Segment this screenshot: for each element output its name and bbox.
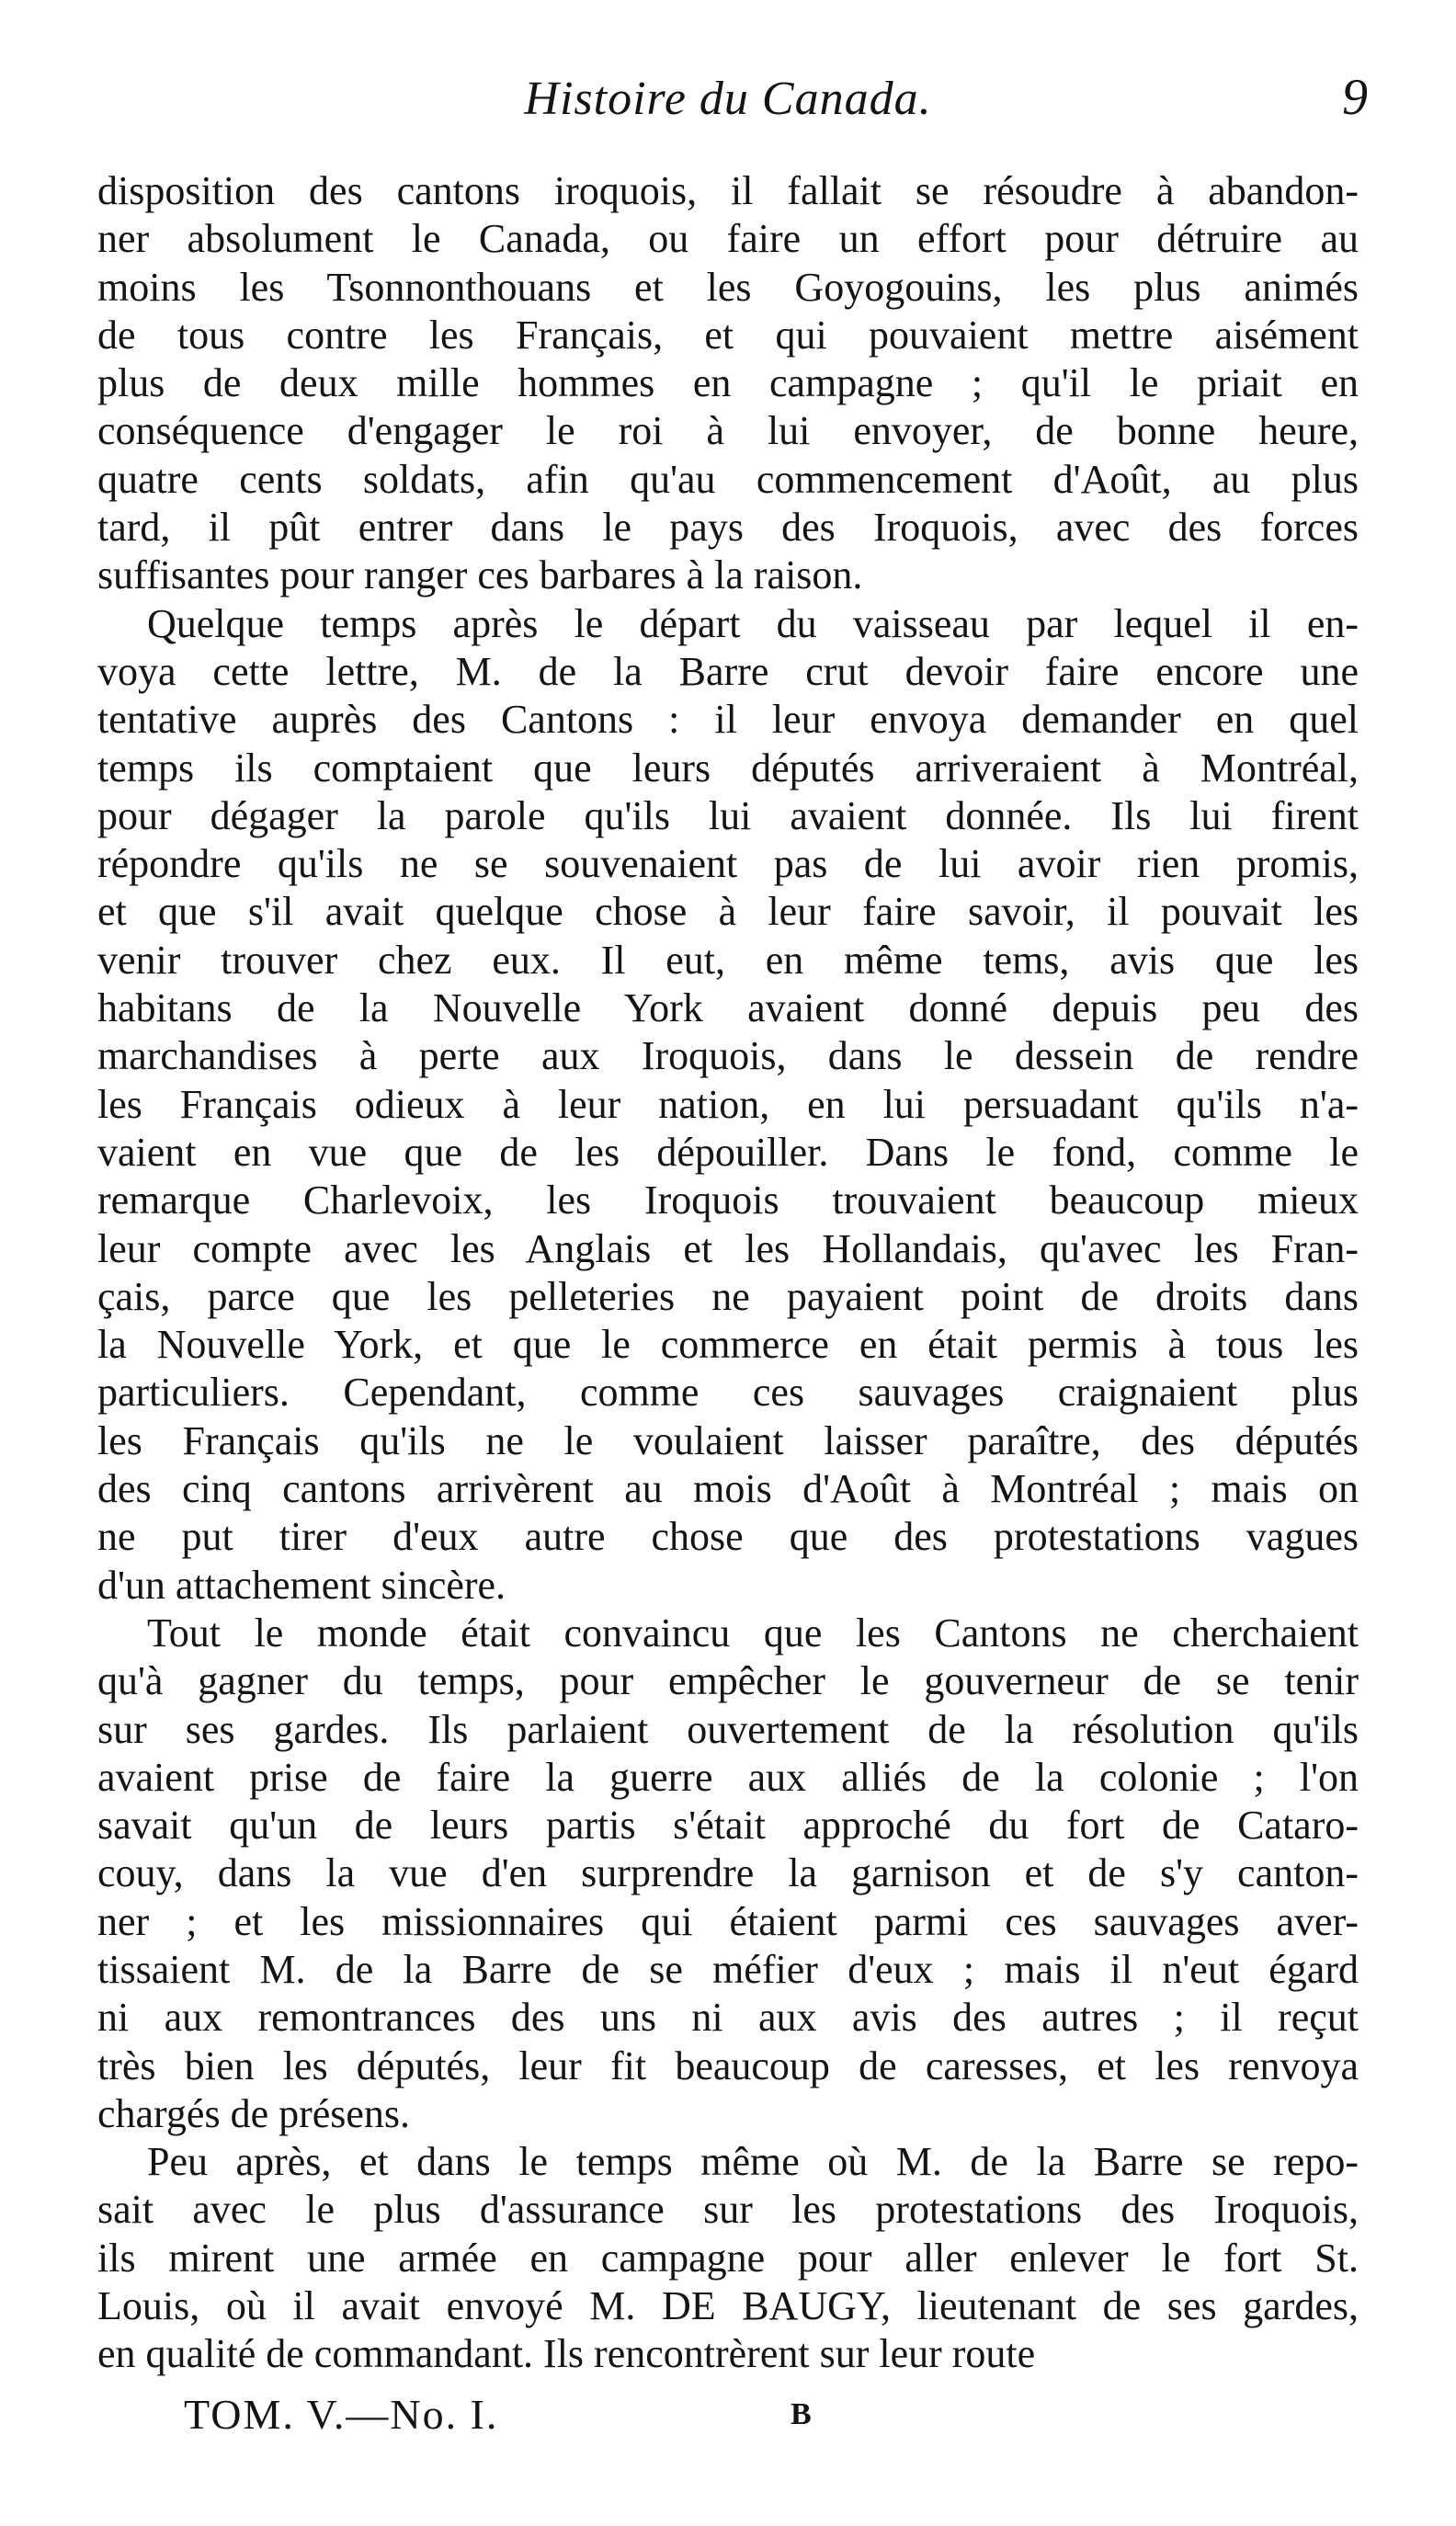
text-line: disposition des cantons iroquois, il fallait se résoudre à abandon- <box>97 168 1359 213</box>
text-line: marchandises à perte aux Iroquois, dans le dessein de rendre <box>97 1033 1359 1079</box>
signature-mark: B <box>791 2397 813 2431</box>
text-line: couy, dans la vue d'en surprendre la garnison et de s'y canton- <box>97 1850 1359 1896</box>
text-line: tentative auprès des Cantons : il leur envoya demander en quel <box>97 697 1359 743</box>
text-line: répondre qu'ils ne se souvenaient pas de lui avoir rien promis, <box>97 841 1359 887</box>
text-line: des cinq cantons arrivèrent au mois d'Août à Montréal ; mais on <box>97 1466 1359 1512</box>
paragraph <box>97 167 1359 600</box>
text-line: les Français qu'ils ne le voulaient laisser paraître, des députés <box>97 1417 1359 1463</box>
text-line: tard, il pût entrer dans le pays des Iroquois, avec des forces <box>97 505 1359 551</box>
text-line: ils mirent une armée en campagne pour aller enlever le fort St. <box>97 2235 1359 2281</box>
text-line: pour dégager la parole qu'ils lui avaient donnée. Ils lui firent <box>97 792 1359 838</box>
text-line: temps ils comptaient que leurs députés arriveraient à Montréal, <box>97 745 1359 791</box>
text-line: sur ses gardes. Ils parlaient ouvertement de la résolution qu'ils <box>97 1706 1359 1752</box>
volume-line: TOM. V.—No. I. <box>184 2391 499 2438</box>
text-line: les Français odieux à leur nation, en lui persuadant qu'ils n'a- <box>97 1081 1359 1127</box>
page-number: 9 <box>1342 69 1368 126</box>
text-line: Quelque temps après le départ du vaisseau par lequel il en- <box>147 600 1359 646</box>
text-line: savait qu'un de leurs partis s'était approché du fort de Cataro- <box>97 1803 1359 1849</box>
text-line: Peu après, et dans le temps même où M. de la Barre se repo- <box>147 2139 1359 2185</box>
body-text <box>97 167 1359 2379</box>
page-footer <box>184 2390 919 2445</box>
text-line: suffisantes pour ranger ces barbares à la raison. <box>97 552 863 598</box>
text-line: tissaient M. de la Barre de se méfier d'eux ; mais il n'eut égard <box>97 1946 1359 1992</box>
text-line: très bien les députés, leur fit beaucoup de caresses, et les renvoya <box>97 2042 1359 2088</box>
text-line: d'un attachement sincère. <box>97 1562 506 1608</box>
text-line: voya cette lettre, M. de la Barre crut devoir faire encore une <box>97 648 1359 694</box>
text-line: ner ; et les missionnaires qui étaient parmi ces sauvages aver- <box>97 1898 1359 1944</box>
text-line: sait avec le plus d'assurance sur les protestations des Iroquois, <box>97 2187 1359 2233</box>
text-line: leur compte avec les Anglais et les Hollandais, qu'avec les Fran- <box>97 1225 1359 1271</box>
text-line: qu'à gagner du temps, pour empêcher le gouverneur de se tenir <box>97 1658 1359 1704</box>
text-line: plus de deux mille hommes en campagne ; qu'il le priait en <box>97 360 1359 406</box>
text-line: moins les Tsonnonthouans et les Goyogouins, les plus animés <box>97 264 1359 310</box>
text-line: remarque Charlevoix, les Iroquois trouvaient beaucoup mieux <box>97 1178 1359 1223</box>
text-line: et que s'il avait quelque chose à leur faire savoir, il pouvait les <box>97 889 1359 935</box>
text-line: venir trouver chez eux. Il eut, en même tems, avis que les <box>97 937 1359 983</box>
text-line: particuliers. Cependant, comme ces sauvages craignaient plus <box>97 1370 1359 1416</box>
text-line: çais, parce que les pelleteries ne payaient point de droits dans <box>97 1273 1359 1319</box>
text-line: habitans de la Nouvelle York avaient donné depuis peu des <box>97 985 1359 1031</box>
running-title: Histoire du Canada. <box>524 73 932 125</box>
text-line: de tous contre les Français, et qui pouvaient mettre aisément <box>97 312 1359 358</box>
text-line: ni aux remontrances des uns ni aux avis des autres ; il reçut <box>97 1995 1359 2041</box>
paragraph <box>97 2138 1359 2378</box>
text-line: chargés de présens. <box>97 2090 411 2136</box>
paragraph <box>97 1610 1359 2138</box>
text-line: conséquence d'engager le roi à lui envoyer, de bonne heure, <box>97 408 1359 454</box>
text-line: vaient en vue que de les dépouiller. Dans le fond, comme le <box>97 1129 1359 1175</box>
text-line: avaient prise de faire la guerre aux alliés de la colonie ; l'on <box>97 1754 1359 1800</box>
text-line: ner absolument le Canada, ou faire un effort pour détruire au <box>97 216 1359 262</box>
text-line: quatre cents soldats, afin qu'au commencement d'Août, au plus <box>97 456 1359 502</box>
text-line: en qualité de commandant. Ils rencontrèrent sur leur route <box>97 2331 1036 2377</box>
text-line: Tout le monde était convaincu que les Cantons ne cherchaient <box>147 1610 1359 1656</box>
text-line: Louis, où il avait envoyé M. DE BAUGY, lieutenant de ses gardes, <box>97 2283 1359 2329</box>
text-line: la Nouvelle York, et que le commerce en était permis à tous les <box>97 1322 1359 1368</box>
text-line: ne put tirer d'eux autre chose que des protestations vagues <box>97 1514 1359 1560</box>
paragraph <box>97 600 1359 1610</box>
